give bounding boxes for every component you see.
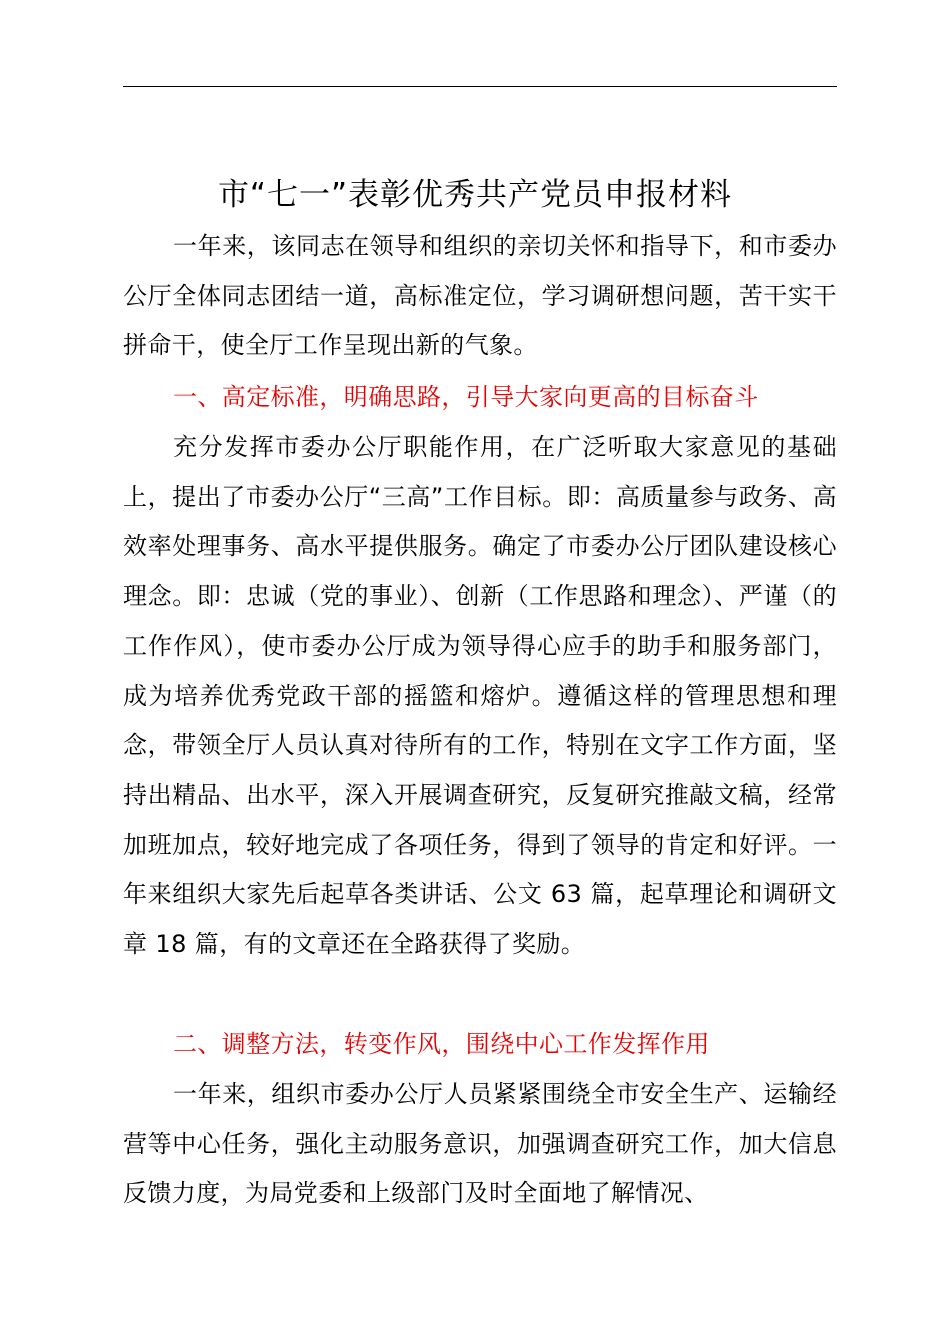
header-rule <box>123 86 837 87</box>
paragraph-intro: 一年来，该同志在领导和组织的亲切关怀和指导下，和市委办公厅全体同志团结一道，高标准定位，学习调研想问题，苦干实干拼命干，使全厅工作呈现出新的气象。 <box>123 232 837 360</box>
document-title: 市“七一”表彰优秀共产党员申报材料 <box>217 176 733 213</box>
paragraph-section-2: 一年来，组织市委办公厅人员紧紧围绕全市安全生产、运输经营等中心任务，强化主动服务意识，加强调查研究工作，加大信息反馈力度，为局党委和上级部门及时全面地了解情况、 <box>123 1080 837 1208</box>
paragraph-section-1: 充分发挥市委办公厅职能作用，在广泛听取大家意见的基础上，提出了市委办公厅“三高”工作目标。即：高质量参与政务、高效率处理事务、高水平提供服务。确定了市委办公厅团队建设核心理念。即：忠诚（党的事业）、创新（工作思路和理念）、严谨（的工作作风），使市委办公厅成为领导得心应手的助手和服务部门，成为培养优秀党政干部的摇篮和熔炉。遵循这样的管理思想和理念，带领全厅人员认真对待所有的工作，特别在文字工作方面，坚持出精品、出水平，深入开展调查研究，反复研究推敲文稿，经常加班加点，较好地完成了各项任务，得到了领导的肯定和好评。一年来组织大家先后起草各类讲话、公文 63 篇，起草理论和调研文章 18 篇，有的文章还在全路获得了奖励。 <box>123 433 837 959</box>
section-heading-2: 二、调整方法，转变作风，围绕中心工作发挥作用 <box>173 1030 710 1058</box>
section-heading-1: 一、高定标准，明确思路，引导大家向更高的目标奋斗 <box>173 383 759 411</box>
